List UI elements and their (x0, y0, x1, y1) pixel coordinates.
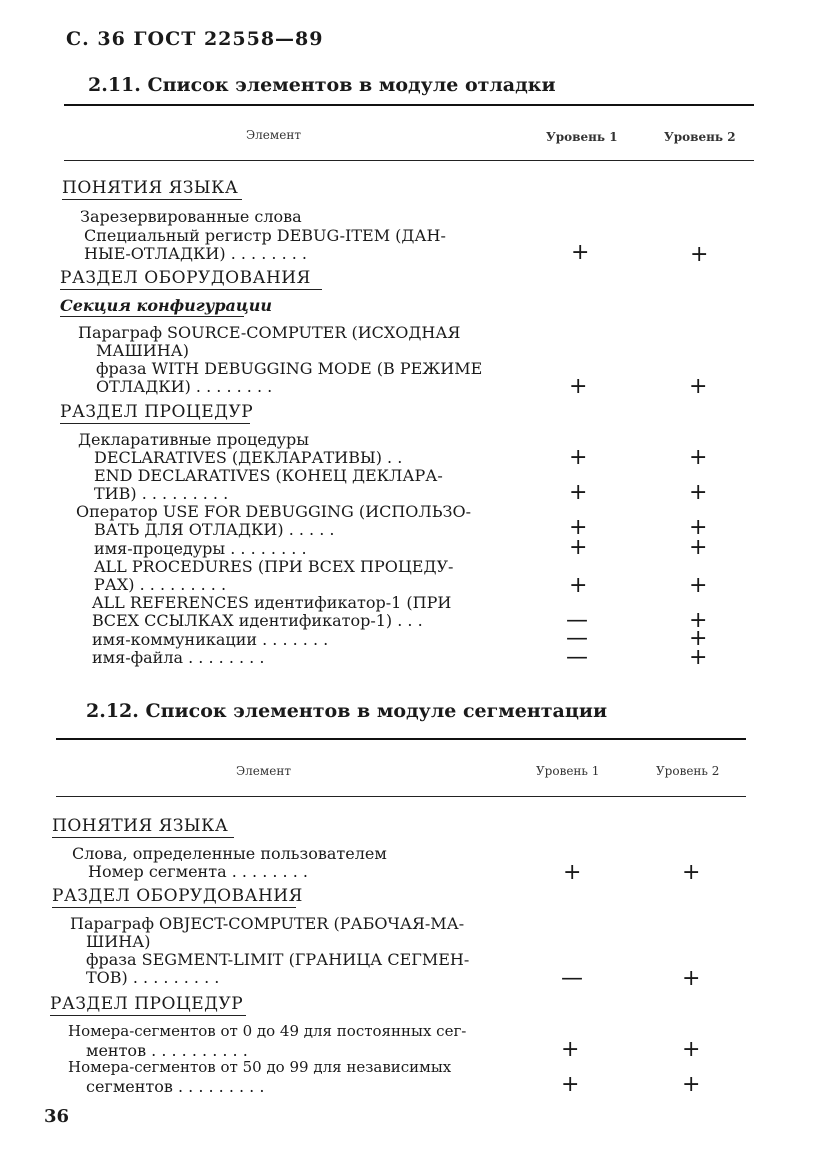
level-1-mark: + (561, 1037, 580, 1062)
table-row: ВСЕХ ССЫЛКАХ идентификатор-1) . . . (92, 611, 423, 630)
table-row: ментов . . . . . . . . . . (86, 1041, 248, 1060)
table-row: ALL PROCEDURES (ПРИ ВСЕХ ПРОЦЕДУ- (94, 557, 454, 576)
group-label-environment-division: РАЗДЕЛ ОБОРУДОВАНИЯ (60, 268, 322, 290)
table-row: DECLARATIVES (ДЕКЛАРАТИВЫ) . . (94, 448, 403, 467)
level-1-mark: + (569, 573, 588, 598)
level-2-mark: + (689, 480, 708, 505)
table-header-rule (56, 796, 746, 797)
table-row: фраза WITH DEBUGGING MODE (В РЕЖИМЕ (96, 359, 483, 378)
level-1-mark: + (563, 860, 582, 885)
group-label-environment-division: РАЗДЕЛ ОБОРУДОВАНИЯ (52, 886, 303, 906)
table-row: НЫЕ-ОТЛАДКИ) . . . . . . . . (84, 244, 307, 263)
group-label-procedure-division: РАЗДЕЛ ПРОЦЕДУР (50, 994, 246, 1016)
table-row: сегментов . . . . . . . . . (86, 1077, 265, 1096)
level-1-mark: + (569, 480, 588, 505)
level-1-mark: — (561, 966, 583, 991)
level-1-mark: — (566, 645, 588, 670)
table-row: ВАТЬ ДЛЯ ОТЛАДКИ) . . . . . (94, 520, 335, 539)
level-2-mark: + (689, 626, 708, 651)
level-2-mark: + (689, 645, 708, 670)
table-row: Оператор USE FOR DEBUGGING (ИСПОЛЬЗО- (76, 502, 472, 521)
level-2-mark: + (682, 1037, 701, 1062)
column-header-level-2: Уровень 2 (656, 764, 720, 778)
table-row: ШИНА) (86, 932, 151, 951)
level-1-mark: + (569, 445, 588, 470)
level-2-mark: + (682, 1072, 701, 1097)
level-1-mark: + (569, 374, 588, 399)
table-row: ОТЛАДКИ) . . . . . . . . (96, 377, 273, 396)
section-title-2-12: 2.12. Список элементов в модуле сегментации (86, 700, 608, 722)
table-row: Слова, определенные пользователем (72, 844, 387, 863)
level-1-mark: + (569, 535, 588, 560)
table-row: Номера-сегментов от 50 до 99 для независимых (68, 1058, 452, 1076)
level-2-mark: + (689, 573, 708, 598)
section-title-2-11: 2.11. Список элементов в модуле отладки (88, 74, 556, 96)
subsection-label-configuration: Секция конфигурации (60, 296, 272, 315)
column-header-level-2: Уровень 2 (664, 130, 736, 144)
level-1-mark: — (566, 608, 588, 633)
table-row: Номер сегмента . . . . . . . . (88, 862, 308, 881)
table-row: фраза SEGMENT-LIMIT (ГРАНИЦА СЕГМЕН- (86, 950, 470, 969)
level-1-mark: + (569, 515, 588, 540)
column-header-element: Элемент (246, 128, 301, 142)
table-row: имя-процедуры . . . . . . . . (94, 539, 307, 558)
column-header-level-1: Уровень 1 (546, 130, 618, 144)
column-header-element: Элемент (236, 764, 291, 778)
table-row: ТИВ) . . . . . . . . . (94, 484, 229, 503)
level-2-mark: + (689, 374, 708, 399)
table-row: Специальный регистр DEBUG-ITEM (ДАН- (84, 226, 446, 245)
group-label-language-concepts: ПОНЯТИЯ ЯЗЫКА (62, 178, 242, 200)
table-row: Номера-сегментов от 0 до 49 для постоянных сег- (68, 1022, 467, 1040)
table-row: END DECLARATIVES (КОНЕЦ ДЕКЛАРА- (94, 466, 443, 485)
table-row: Зарезервированные слова (80, 207, 302, 226)
page-header: С. 36 ГОСТ 22558—89 (66, 28, 324, 50)
level-2-mark: + (689, 445, 708, 470)
column-header-level-1: Уровень 1 (536, 764, 600, 778)
table-row: Декларативные процедуры (78, 430, 309, 449)
level-1-mark: + (571, 240, 590, 265)
table-row: ТОВ) . . . . . . . . . (86, 968, 220, 987)
table-row: Параграф SOURCE-COMPUTER (ИСХОДНАЯ (78, 323, 461, 342)
table-row: имя-файла . . . . . . . . (92, 648, 265, 667)
table-header-rule (64, 160, 754, 161)
table-row: РАХ) . . . . . . . . . (94, 575, 227, 594)
level-2-mark: + (689, 608, 708, 633)
level-1-mark: + (561, 1072, 580, 1097)
group-label-language-concepts: ПОНЯТИЯ ЯЗЫКА (52, 816, 234, 838)
table-row: имя-коммуникации . . . . . . . (92, 630, 329, 649)
level-2-mark: + (682, 966, 701, 991)
table-top-rule (64, 104, 754, 106)
level-2-mark: + (689, 535, 708, 560)
level-1-mark: — (566, 626, 588, 651)
table-top-rule (56, 738, 746, 740)
table-row: ALL REFERENCES идентификатор-1 (ПРИ (92, 593, 452, 612)
table-row: Параграф OBJECT-COMPUTER (РАБОЧАЯ-МА- (70, 914, 465, 933)
level-2-mark: + (682, 860, 701, 885)
page-number: 36 (44, 1106, 70, 1127)
table-row: МАШИНА) (96, 341, 190, 360)
level-2-mark: + (690, 242, 709, 267)
level-2-mark: + (689, 515, 708, 540)
group-label-procedure-division: РАЗДЕЛ ПРОЦЕДУР (60, 402, 254, 422)
